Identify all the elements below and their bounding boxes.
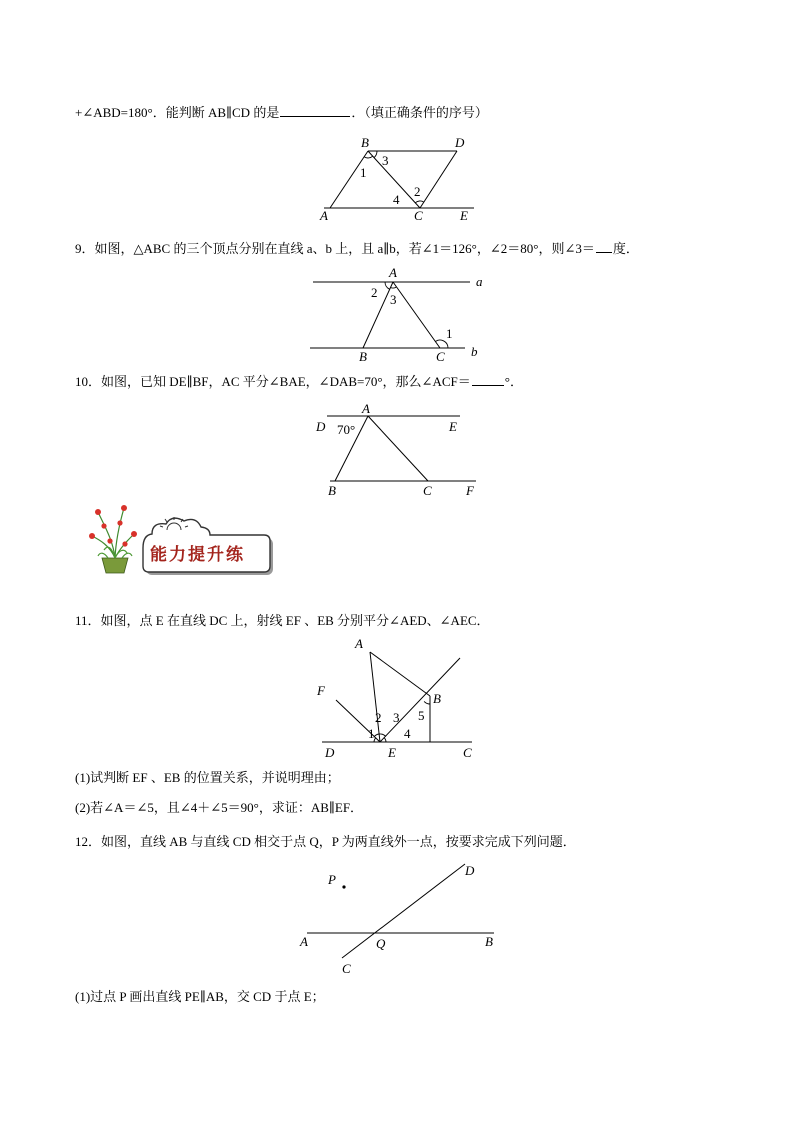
label-d: D bbox=[465, 863, 475, 878]
figure-5-intersecting-lines bbox=[299, 863, 494, 976]
label-angle-1: 1 bbox=[446, 326, 453, 341]
label-d: D bbox=[325, 745, 335, 760]
label-p: P bbox=[328, 872, 336, 887]
q9-text-after: 度． bbox=[612, 241, 639, 256]
angle-3-arc bbox=[379, 734, 386, 737]
label-line-a: a bbox=[476, 274, 483, 289]
segment-ab bbox=[370, 652, 430, 696]
label-angle-2: 2 bbox=[371, 285, 378, 300]
question-11-part-1: (1)试判断 EF 、EB 的位置关系，并说明理由； bbox=[75, 770, 340, 785]
ray-eb bbox=[380, 658, 460, 742]
label-a: A bbox=[320, 208, 328, 223]
angle-2-arc bbox=[385, 282, 390, 289]
angle-2-arc bbox=[374, 734, 379, 737]
label-c: C bbox=[423, 483, 432, 498]
q10-text-after: °． bbox=[504, 374, 523, 389]
label-angle-3: 3 bbox=[393, 710, 400, 725]
point-p bbox=[342, 885, 345, 888]
angle-1-arc bbox=[364, 156, 373, 158]
label-a-vertex: A bbox=[389, 265, 397, 280]
figure-3-parallel-lines-triangle bbox=[315, 401, 476, 498]
flower bbox=[95, 509, 101, 515]
label-c: C bbox=[342, 961, 351, 976]
label-angle-1: 1 bbox=[368, 726, 375, 741]
label-angle-4: 4 bbox=[393, 192, 400, 207]
label-d: D bbox=[316, 419, 326, 434]
label-angle-3: 3 bbox=[390, 292, 397, 307]
pot bbox=[102, 558, 128, 573]
question-12: 12．如图，直线 AB 与直线 CD 相交于点 Q，P 为两直线外一点，按要求完成下列问题． bbox=[75, 834, 576, 849]
label-c-vertex: C bbox=[436, 349, 445, 364]
label-a: A bbox=[362, 401, 370, 416]
label-angle-5: 5 bbox=[418, 708, 425, 723]
question-11: 11．如图，点 E 在直线 DC 上，射线 EF 、EB 分别平分∠AED、∠AEC． bbox=[75, 613, 490, 628]
label-e: E bbox=[460, 208, 468, 223]
label-b: B bbox=[485, 934, 493, 949]
question-12-part-1: (1)过点 P 画出直线 PE∥AB，交 CD 于点 E； bbox=[75, 989, 325, 1004]
q8-text-after: ．（填正确条件的序号） bbox=[351, 105, 488, 120]
label-angle-2: 2 bbox=[375, 710, 382, 725]
flower bbox=[121, 505, 127, 511]
label-q: Q bbox=[376, 936, 386, 951]
section-title: 能力提升练 bbox=[150, 545, 245, 565]
q10-text-before: 10．如图，已知 DE∥BF，AC 平分∠BAE，∠DAB=70°，那么∠ACF＝ bbox=[75, 374, 471, 389]
flower bbox=[89, 533, 95, 539]
q8-text-before: +∠ABD=180°．能判断 AB∥CD 的是 bbox=[75, 105, 280, 120]
section-banner bbox=[89, 505, 273, 575]
angle-3-arc bbox=[374, 151, 377, 158]
flower bbox=[101, 523, 106, 528]
label-e: E bbox=[388, 745, 396, 760]
angle-5-arc bbox=[424, 701, 430, 704]
flower bbox=[117, 520, 122, 525]
label-angle-4: 4 bbox=[404, 726, 411, 741]
flower-pot-icon bbox=[89, 505, 137, 573]
label-angle-1: 1 bbox=[360, 165, 367, 180]
angle-4-arc bbox=[384, 738, 386, 742]
flower bbox=[122, 541, 127, 546]
label-b: B bbox=[328, 483, 336, 498]
figure-4-rays bbox=[316, 636, 472, 760]
label-line-b: b bbox=[471, 344, 478, 359]
label-angle-dab: 70° bbox=[337, 422, 356, 437]
segment-ac bbox=[393, 282, 440, 348]
label-f: F bbox=[466, 483, 474, 498]
label-a: A bbox=[355, 636, 363, 651]
flower bbox=[131, 531, 137, 537]
label-b-vertex: B bbox=[359, 349, 367, 364]
label-c: C bbox=[463, 745, 472, 760]
flower bbox=[107, 538, 112, 543]
angle-3-arc bbox=[391, 287, 397, 288]
question-11-part-2: (2)若∠A＝∠5，且∠4＋∠5＝90°，求证：AB∥EF． bbox=[75, 800, 364, 815]
label-angle-2: 2 bbox=[414, 184, 421, 199]
figure-2-parallel-lines-triangle bbox=[310, 265, 483, 364]
angle-c-arc bbox=[415, 201, 424, 203]
label-f: F bbox=[317, 683, 325, 698]
label-d: D bbox=[455, 135, 465, 150]
label-angle-3: 3 bbox=[382, 153, 389, 168]
label-a: A bbox=[300, 934, 308, 949]
segment-ac bbox=[368, 416, 428, 481]
segment-ab bbox=[363, 282, 393, 348]
segment-cd bbox=[420, 151, 457, 208]
line-cd bbox=[342, 864, 465, 958]
label-b: B bbox=[433, 691, 441, 706]
label-c: C bbox=[414, 208, 423, 223]
figure-1-parallelogram bbox=[319, 135, 474, 223]
label-b: B bbox=[361, 135, 369, 150]
label-e: E bbox=[449, 419, 457, 434]
q9-text-before: 9．如图，△ABC 的三个顶点分别在直线 a、b 上，且 a∥b，若∠1＝126°，∠2＝80°，则∠3＝ bbox=[75, 241, 595, 256]
